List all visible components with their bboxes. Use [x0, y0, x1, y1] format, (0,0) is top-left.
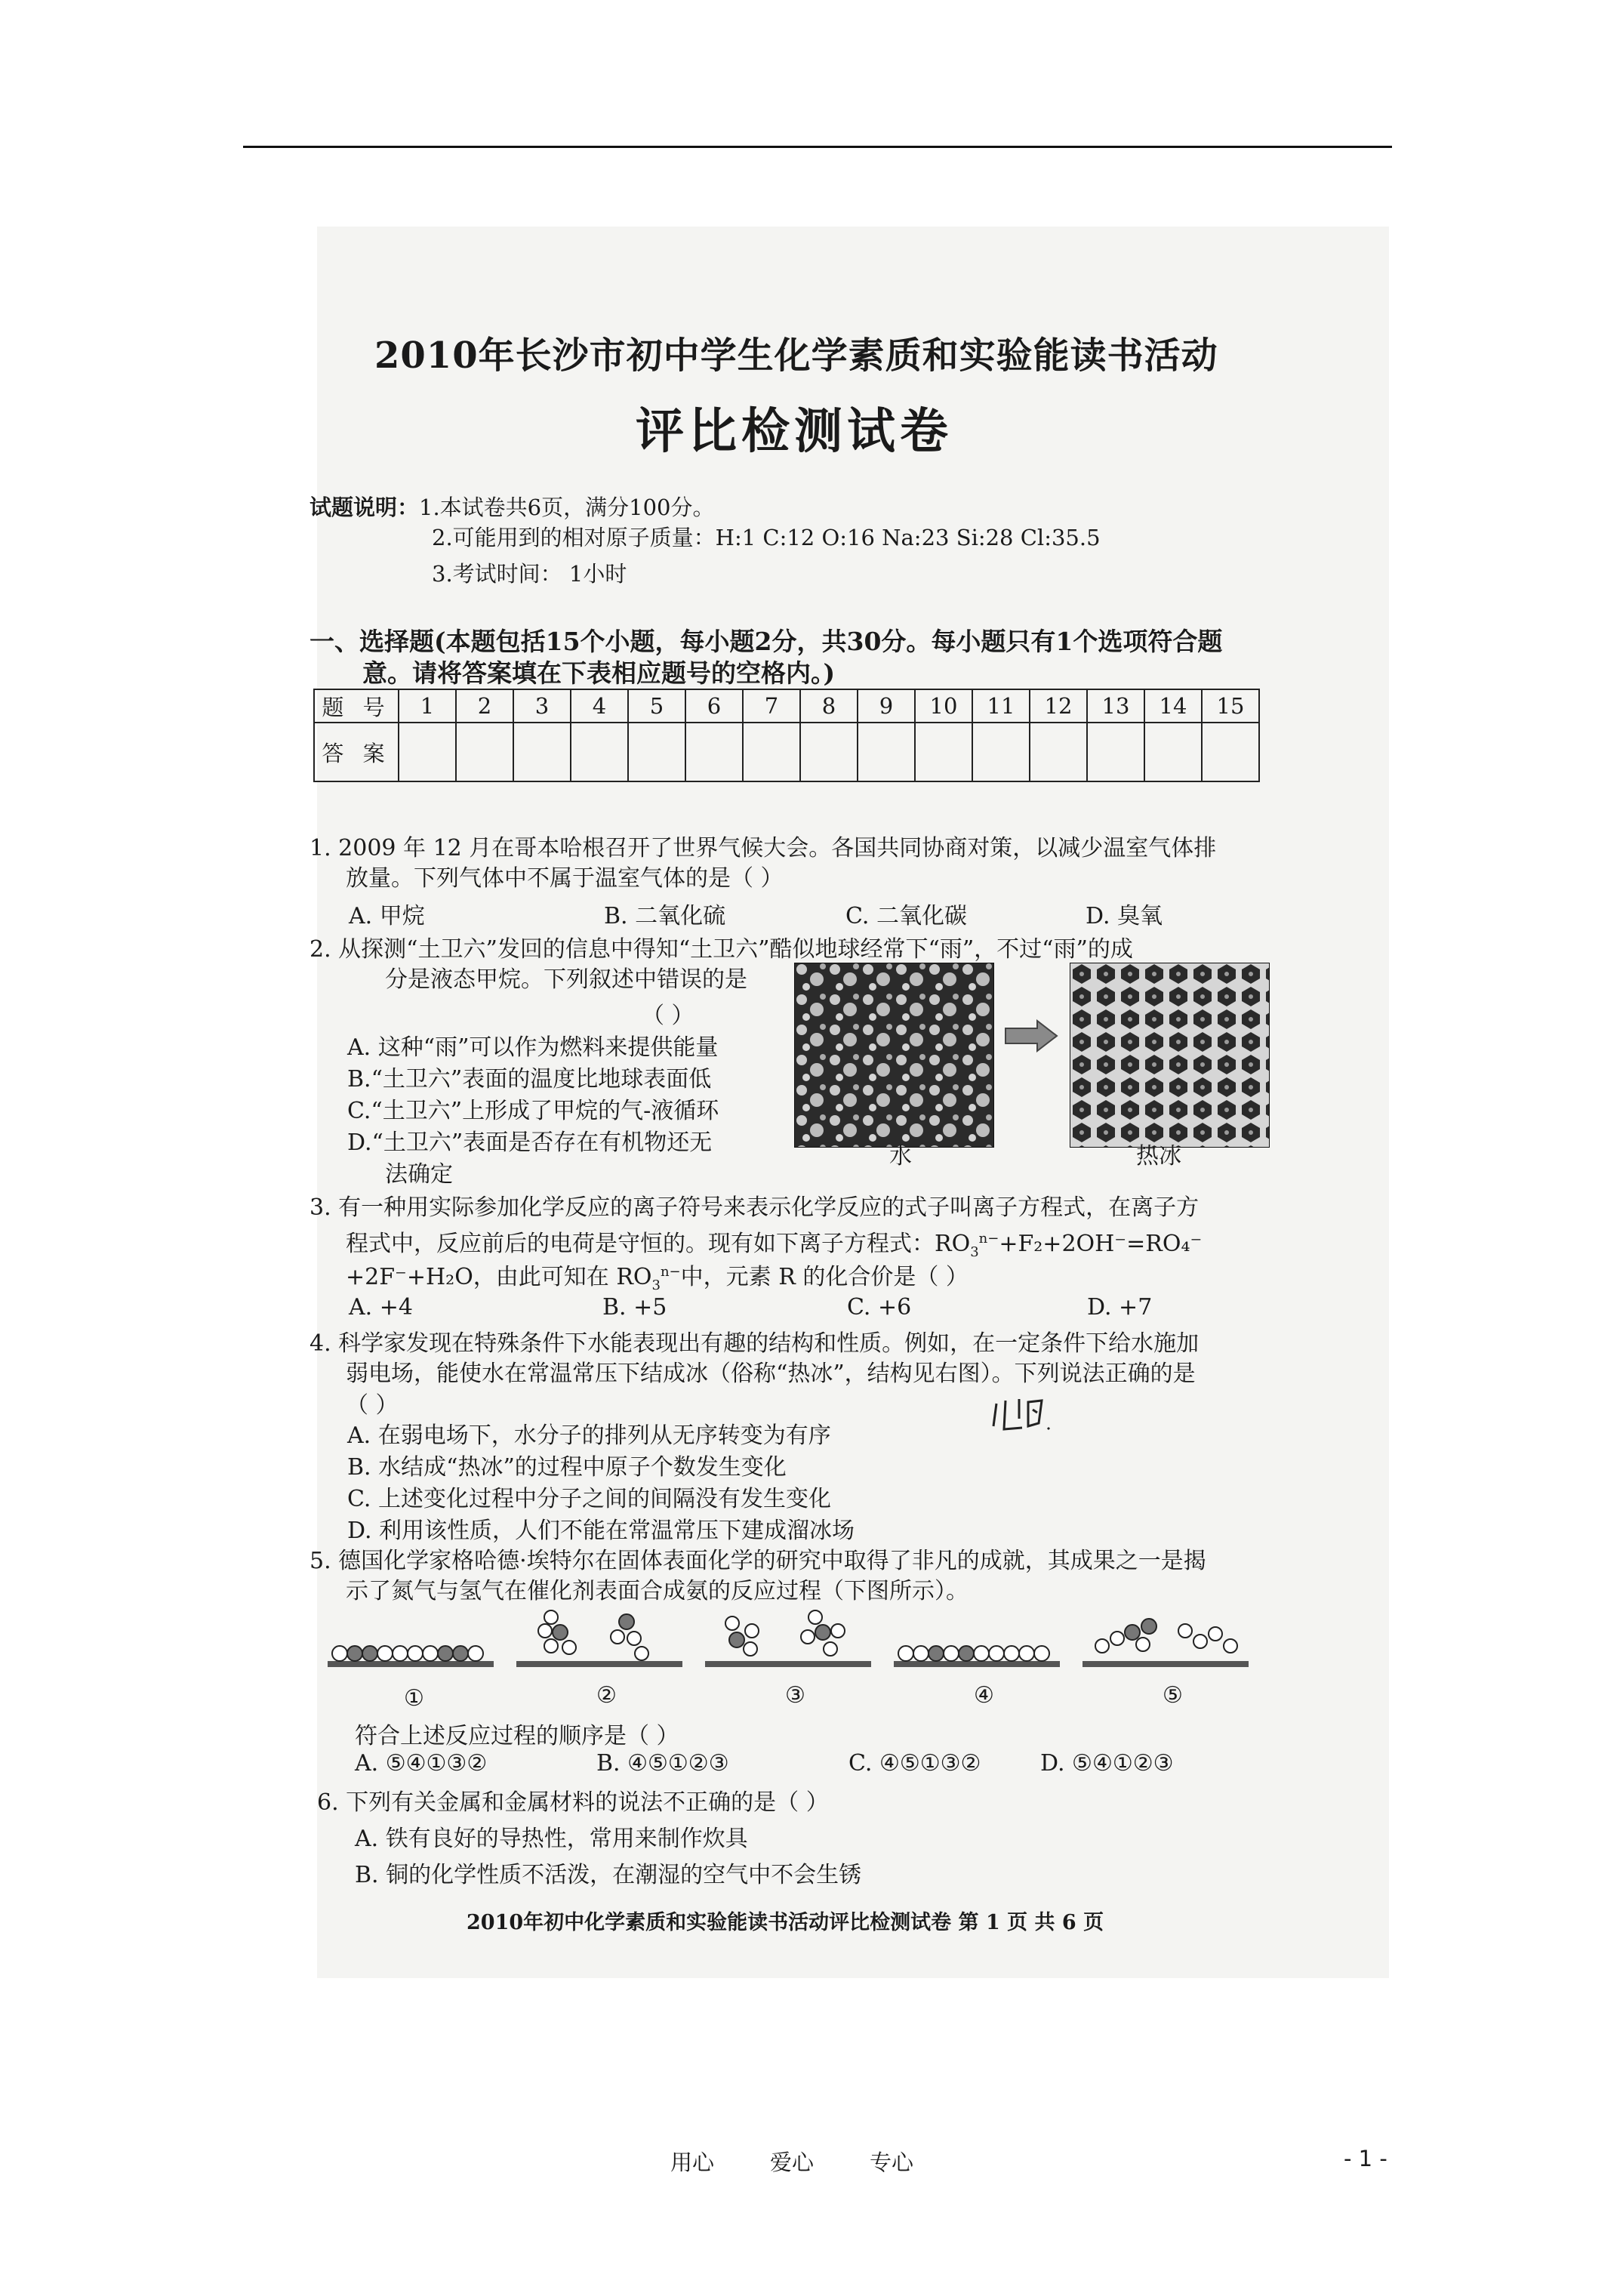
header-rule [243, 146, 1392, 148]
answer-number-cell: 11 [972, 689, 1030, 723]
q3-line2-part2: +F₂+2OH⁻=RO₄⁻ [999, 1231, 1203, 1257]
q4-option-d[interactable]: D. 利用该性质，人们不能在常温常压下建成溜冰场 [347, 1518, 855, 1544]
answer-table-number-row [314, 689, 1259, 723]
answer-number-cell: 12 [1030, 689, 1087, 723]
q5-step-label-3: ③ [785, 1682, 805, 1709]
answer-cell[interactable] [456, 723, 513, 781]
q4-option-c[interactable]: C. 上述变化过程中分子之间的间隔没有发生变化 [347, 1486, 831, 1512]
q3-stem-line3 [346, 1258, 969, 1293]
motto-item-3: 专心 [870, 2150, 914, 2175]
q3-line3-part2: 中，元素 R 的化合价是（ ） [680, 1264, 969, 1290]
section1-heading-line2: 意。请将答案填在下表相应题号的空格内。) [362, 658, 836, 688]
answer-cell[interactable] [858, 723, 915, 781]
q3-option-d[interactable]: D. +7 [1087, 1294, 1153, 1321]
q3-line3-part1: +2F⁻+H₂O，由此可知在 RO [346, 1264, 652, 1290]
q4-option-b[interactable]: B. 水结成“热冰”的过程中原子个数发生变化 [347, 1454, 787, 1481]
answer-number-cell: 6 [685, 689, 743, 723]
q5-stem-line1: 5. 德国化学家格哈德·埃特尔在固体表面化学的研究中取得了非凡的成就，其成果之一是揭 [310, 1548, 1206, 1574]
answer-table-header-number: 题 号 [314, 689, 399, 723]
q5-stem-line2: 示了氮气与氢气在催化剂表面合成氨的反应过程（下图所示）。 [346, 1578, 969, 1604]
exam-title-line2: 评比检测试卷 [636, 403, 953, 460]
answer-cell[interactable] [628, 723, 685, 781]
answer-number-cell: 10 [915, 689, 972, 723]
section1-heading-line1: 一、选择题(本题包括15个小题，每小题2分，共30分。每小题只有1个选项符合题 [310, 627, 1223, 656]
q1-stem-line1: 1. 2009 年 12 月在哥本哈根召开了世界气候大会。各国共同协商对策，以减少温室气体排 [310, 835, 1217, 861]
motto-item-1: 用心 [670, 2150, 715, 2175]
answer-number-cell: 3 [513, 689, 571, 723]
q3-subscript-2: 3 [651, 1277, 661, 1293]
instructions-label: 试题说明： [310, 495, 420, 520]
q5-option-a[interactable]: A. ⑤④①③② [355, 1750, 488, 1777]
q6-option-b[interactable]: B. 铜的化学性质不活泼，在潮湿的空气中不会生锈 [355, 1862, 862, 1888]
answer-number-cell: 14 [1144, 689, 1202, 723]
q6-stem-line1: 6. 下列有关金属和金属材料的说法不正确的是（ ） [317, 1789, 829, 1816]
caption-water: 水 [889, 1143, 912, 1170]
q5-step-label-5: ⑤ [1163, 1682, 1183, 1709]
q2-option-a[interactable]: A. 这种“雨”可以作为燃料来提供能量 [347, 1034, 719, 1061]
handwritten-mark [989, 1393, 1057, 1438]
caption-hot-ice: 热冰 [1136, 1143, 1181, 1170]
answer-number-cell: 8 [800, 689, 858, 723]
q2-answer-paren: （ ） [642, 1003, 694, 1029]
instruction-item-1: 1.本试卷共6页，满分100分。 [419, 495, 715, 520]
q1-option-c[interactable]: C. 二氧化碳 [845, 903, 967, 929]
q2-stem-line2: 分是液态甲烷。下列叙述中错误的是 [385, 966, 747, 993]
answer-cell[interactable] [915, 723, 972, 781]
answer-table [313, 689, 1260, 782]
q1-option-d[interactable]: D. 臭氧 [1086, 903, 1163, 929]
answer-cell[interactable] [972, 723, 1030, 781]
q3-line2-part1: 程式中，反应前后的电荷是守恒的。现有如下离子方程式：RO [346, 1231, 971, 1257]
q1-option-b[interactable]: B. 二氧化硫 [604, 903, 726, 929]
answer-cell[interactable] [399, 723, 456, 781]
q3-option-c[interactable]: C. +6 [847, 1294, 912, 1321]
q4-stem-line3: （ ） [346, 1392, 399, 1419]
q3-stem-line2 [346, 1225, 1202, 1260]
q5-step-label-2: ② [596, 1682, 617, 1709]
answer-cell[interactable] [1144, 723, 1202, 781]
q5-question: 符合上述反应过程的顺序是（ ） [355, 1723, 679, 1749]
answer-number-cell: 4 [571, 689, 628, 723]
q2-option-d-line2: 法确定 [385, 1161, 453, 1188]
q2-stem-line1: 2. 从探测“土卫六”发回的信息中得知“土卫六”酷似地球经常下“雨”，不过“雨”的成 [310, 936, 1133, 963]
answer-number-cell: 1 [399, 689, 456, 723]
q5-option-c[interactable]: C. ④⑤①③② [848, 1750, 981, 1777]
q2-option-b[interactable]: B.“土卫六”表面的温度比地球表面低 [347, 1066, 712, 1093]
page-number: - 1 - [1344, 2146, 1387, 2171]
q3-superscript: n− [978, 1231, 999, 1247]
water-structure-image [794, 963, 994, 1148]
answer-cell[interactable] [1087, 723, 1144, 781]
answer-cell[interactable] [1202, 723, 1259, 781]
hot-ice-structure-image [1070, 963, 1270, 1148]
q6-option-a[interactable]: A. 铁有良好的导热性，常用来制作炊具 [355, 1826, 748, 1852]
answer-number-cell: 13 [1087, 689, 1144, 723]
answer-cell[interactable] [800, 723, 858, 781]
q2-option-c[interactable]: C.“土卫六”上形成了甲烷的气-液循环 [347, 1098, 719, 1124]
q5-option-d[interactable]: D. ⑤④①②③ [1040, 1750, 1174, 1777]
q3-stem-line1: 3. 有一种用实际参加化学反应的离子符号来表示化学反应的式子叫离子方程式，在离子方 [310, 1194, 1200, 1221]
instruction-item-3: 3.考试时间： 1小时 [432, 561, 627, 587]
answer-cell[interactable] [685, 723, 743, 781]
q1-option-a[interactable]: A. 甲烷 [349, 903, 425, 929]
answer-cell[interactable] [743, 723, 800, 781]
q4-stem-line2: 弱电场，能使水在常温常压下结成冰（俗称“热冰”，结构见右图）。下列说法正确的是 [346, 1361, 1196, 1387]
q5-step-label-4: ④ [974, 1682, 994, 1709]
arrow-right-icon [1004, 1019, 1058, 1052]
q3-superscript-2: n− [660, 1264, 681, 1280]
answer-cell[interactable] [513, 723, 571, 781]
answer-cell[interactable] [1030, 723, 1087, 781]
q4-stem-line1: 4. 科学家发现在特殊条件下水能表现出有趣的结构和性质。例如，在一定条件下给水施加 [310, 1330, 1200, 1357]
exam-footer: 2010年初中化学素质和实验能读书活动评比检测试卷 第 1 页 共 6 页 [467, 1911, 1104, 1934]
q4-option-a[interactable]: A. 在弱电场下，水分子的排列从无序转变为有序 [347, 1422, 831, 1449]
answer-table-header-answer: 答 案 [314, 723, 399, 781]
q3-subscript: 3 [970, 1244, 979, 1260]
instructions-line1 [310, 491, 715, 522]
ammonia-synthesis-diagram [325, 1601, 1261, 1684]
exam-title-line1: 2010年长沙市初中学生化学素质和实验能读书活动 [374, 334, 1218, 377]
q1-stem-line2: 放量。下列气体中不属于温室气体的是（ ） [346, 865, 784, 892]
q5-step-label-1: ① [404, 1685, 424, 1712]
answer-number-cell: 15 [1202, 689, 1259, 723]
answer-number-cell: 7 [743, 689, 800, 723]
answer-number-cell: 9 [858, 689, 915, 723]
answer-cell[interactable] [571, 723, 628, 781]
instruction-item-2: 2.可能用到的相对原子质量：H:1 C:12 O:16 Na:23 Si:28 Cl:35.5 [432, 525, 1101, 550]
q3-option-b[interactable]: B. +5 [602, 1294, 667, 1321]
q2-option-d-line1[interactable]: D.“土卫六”表面是否存在有机物还无 [347, 1130, 713, 1156]
motto-item-2: 爱心 [770, 2150, 815, 2175]
q3-option-a[interactable]: A. +4 [349, 1294, 413, 1321]
answer-number-cell: 2 [456, 689, 513, 723]
q5-option-b[interactable]: B. ④⑤①②③ [596, 1750, 729, 1777]
answer-table-answer-row [314, 723, 1259, 781]
answer-number-cell: 5 [628, 689, 685, 723]
